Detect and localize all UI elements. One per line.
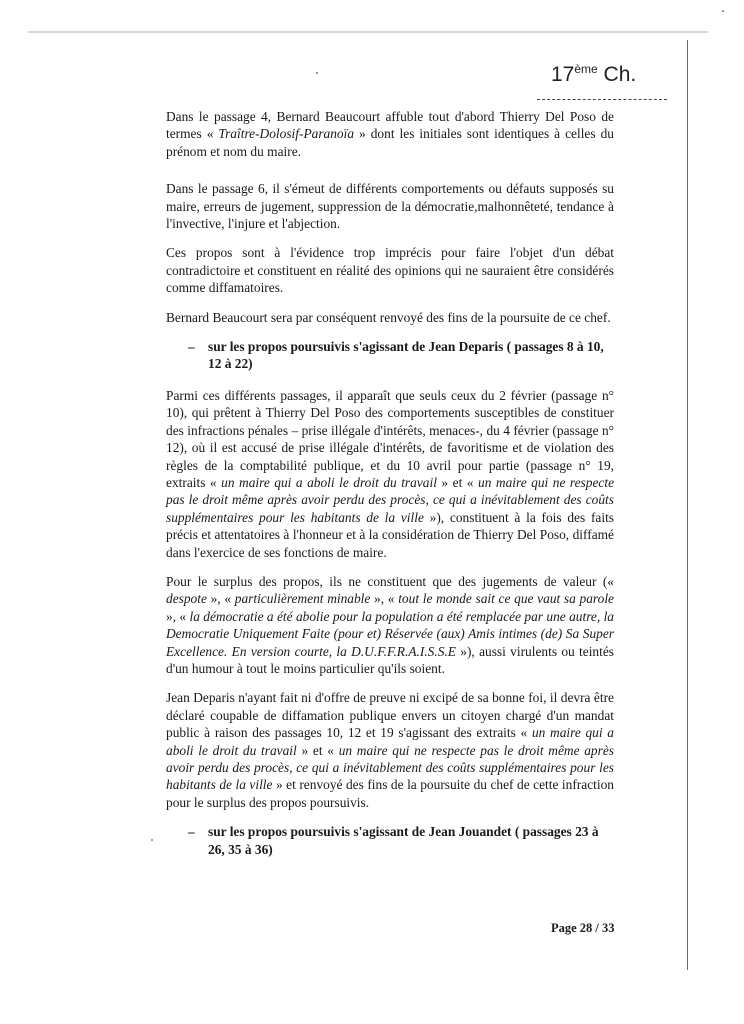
text-span: » et «: [436, 474, 478, 490]
scan-speck: [722, 10, 724, 12]
text-span: », «: [166, 608, 190, 624]
text-span: Pour le surplus des propos, ils ne constituent que des jugements de valeur («: [166, 573, 614, 589]
dash-bullet: –: [188, 824, 195, 840]
scan-speck: [151, 839, 153, 841]
chamber-underline: [537, 97, 667, 100]
scan-speck: [316, 72, 318, 74]
paragraph-imprecise: Ces propos sont à l'évidence trop imprécis pour faire l'objet d'un débat contradictoire et constituent en réalité des opinions qui ne sauraient être considérés comme diffamatoires.: [166, 245, 614, 296]
quoted-extract: la démocratie a été abolie pour la population a été remplacée par une autre, la Democratie Uniquement Faite (pour et) Réservée (aux) Amis intimes (de) Sa Super Excellence. En version courte, la D.U.F.F.R.A.I.S.S.E: [166, 608, 614, 659]
section-heading-text: sur les propos poursuivis s'agissant de Jean Deparis ( passages 8 à 10, 12 à 22): [208, 339, 604, 372]
paragraph-passage-6: Dans le passage 6, il s'émeut de différents comportements ou défauts supposés su maire, erreurs de jugement, suppression de la démocratie,malhonnêteté, tendance à l'invective, l'injure et l'abjection.: [166, 181, 614, 232]
quoted-extract: particulièrement minable: [234, 591, 371, 607]
text-span: », «: [370, 591, 399, 607]
text-span: » et «: [296, 742, 339, 758]
quoted-extract: un maire qui ne respecte pas le droit même après avoir perdu des procès, ce qui a inévitablement des coûts supplémentaires pour les habitants de la ville: [166, 474, 615, 525]
text-span: » et renvoyé des fins de la poursuite du chef de cette infraction pour le surplus des propos poursuivis.: [166, 777, 614, 810]
paragraph-passage-4: [166, 108, 614, 160]
chamber-sup: ème: [574, 62, 598, 76]
text-span: Dans le passage 4, Bernard Beaucourt affuble tout d'abord Thierry Del Poso de termes «: [166, 109, 614, 142]
chamber-suffix: Ch.: [597, 63, 637, 86]
dash-bullet: –: [188, 339, 195, 355]
paragraph-surplus: [166, 573, 614, 677]
quoted-extract: un maire qui a aboli le droit du travail: [221, 474, 437, 490]
text-span: »), aussi virulents ou teintés d'un humour à tout le moins particulier qu'ils soient.: [166, 643, 615, 676]
text-span: Jean Deparis n'ayant fait ni d'offre de preuve ni excipé de sa bonne foi, il devra être déclaré coupable de diffamation publique envers un citoyen chargé d'un mandat public à raison des passages 10, 12 et 19 s'agissant des extraits «: [166, 690, 614, 741]
quoted-terms: Traître-Dolosif-Paranoïa: [218, 126, 355, 142]
scan-edge-line: [28, 31, 708, 33]
section-heading-text: sur les propos poursuivis s'agissant de Jean Jouandet ( passages 23 à 26, 35 à 36): [208, 824, 599, 857]
quoted-extract: un maire qui ne respecte pas le droit même après avoir perdu des procès, ce qui a inévitablement des coûts supplémentaires pour les habitants de la ville: [166, 742, 614, 793]
section-heading-jouandet: [166, 823, 614, 858]
text-span: », «: [206, 591, 235, 607]
paragraph-coupable: [166, 689, 614, 811]
text-span: Parmi ces différents passages, il apparaît que seuls ceux du 2 février (passage n° 10), qui prêtent à Thierry Del Poso des comportements susceptibles de constituer des infractions pénales – prise illégale d'intérêts, menaces-, du 4 février (passage n° 12), où il est accusé de prise illégale d'intérêts, de favoritisme et de violation des règles de la comptabilité publique, et du 10 avril pour partie (passage n° 19, extraits «: [166, 387, 614, 490]
chamber-header: [551, 62, 636, 87]
document-body: [166, 108, 614, 872]
text-span: »), constituent à la fois des faits précis et attentatoires à l'honneur et à la considération de Thierry Del Poso, diffamé dans l'exercice de ses fonctions de maire.: [166, 509, 615, 560]
paragraph-renvoye: Bernard Beaucourt sera par conséquent renvoyé des fins de la poursuite de ce chef.: [166, 309, 611, 325]
section-heading-deparis: [166, 338, 614, 373]
page-margin-line: [687, 40, 688, 970]
quoted-extract: un maire qui a aboli le droit du travail: [166, 725, 614, 758]
page-number: Page 28 / 33: [551, 921, 615, 935]
text-span: » dont les initiales sont identiques à celles du prénom et nom du maire.: [166, 126, 614, 159]
paragraph-passages-analysis: [166, 387, 614, 561]
quoted-extract: despote: [166, 591, 207, 607]
chamber-number: 17: [551, 63, 575, 86]
quoted-extract: tout le monde sait ce que vaut sa parole: [398, 591, 615, 607]
